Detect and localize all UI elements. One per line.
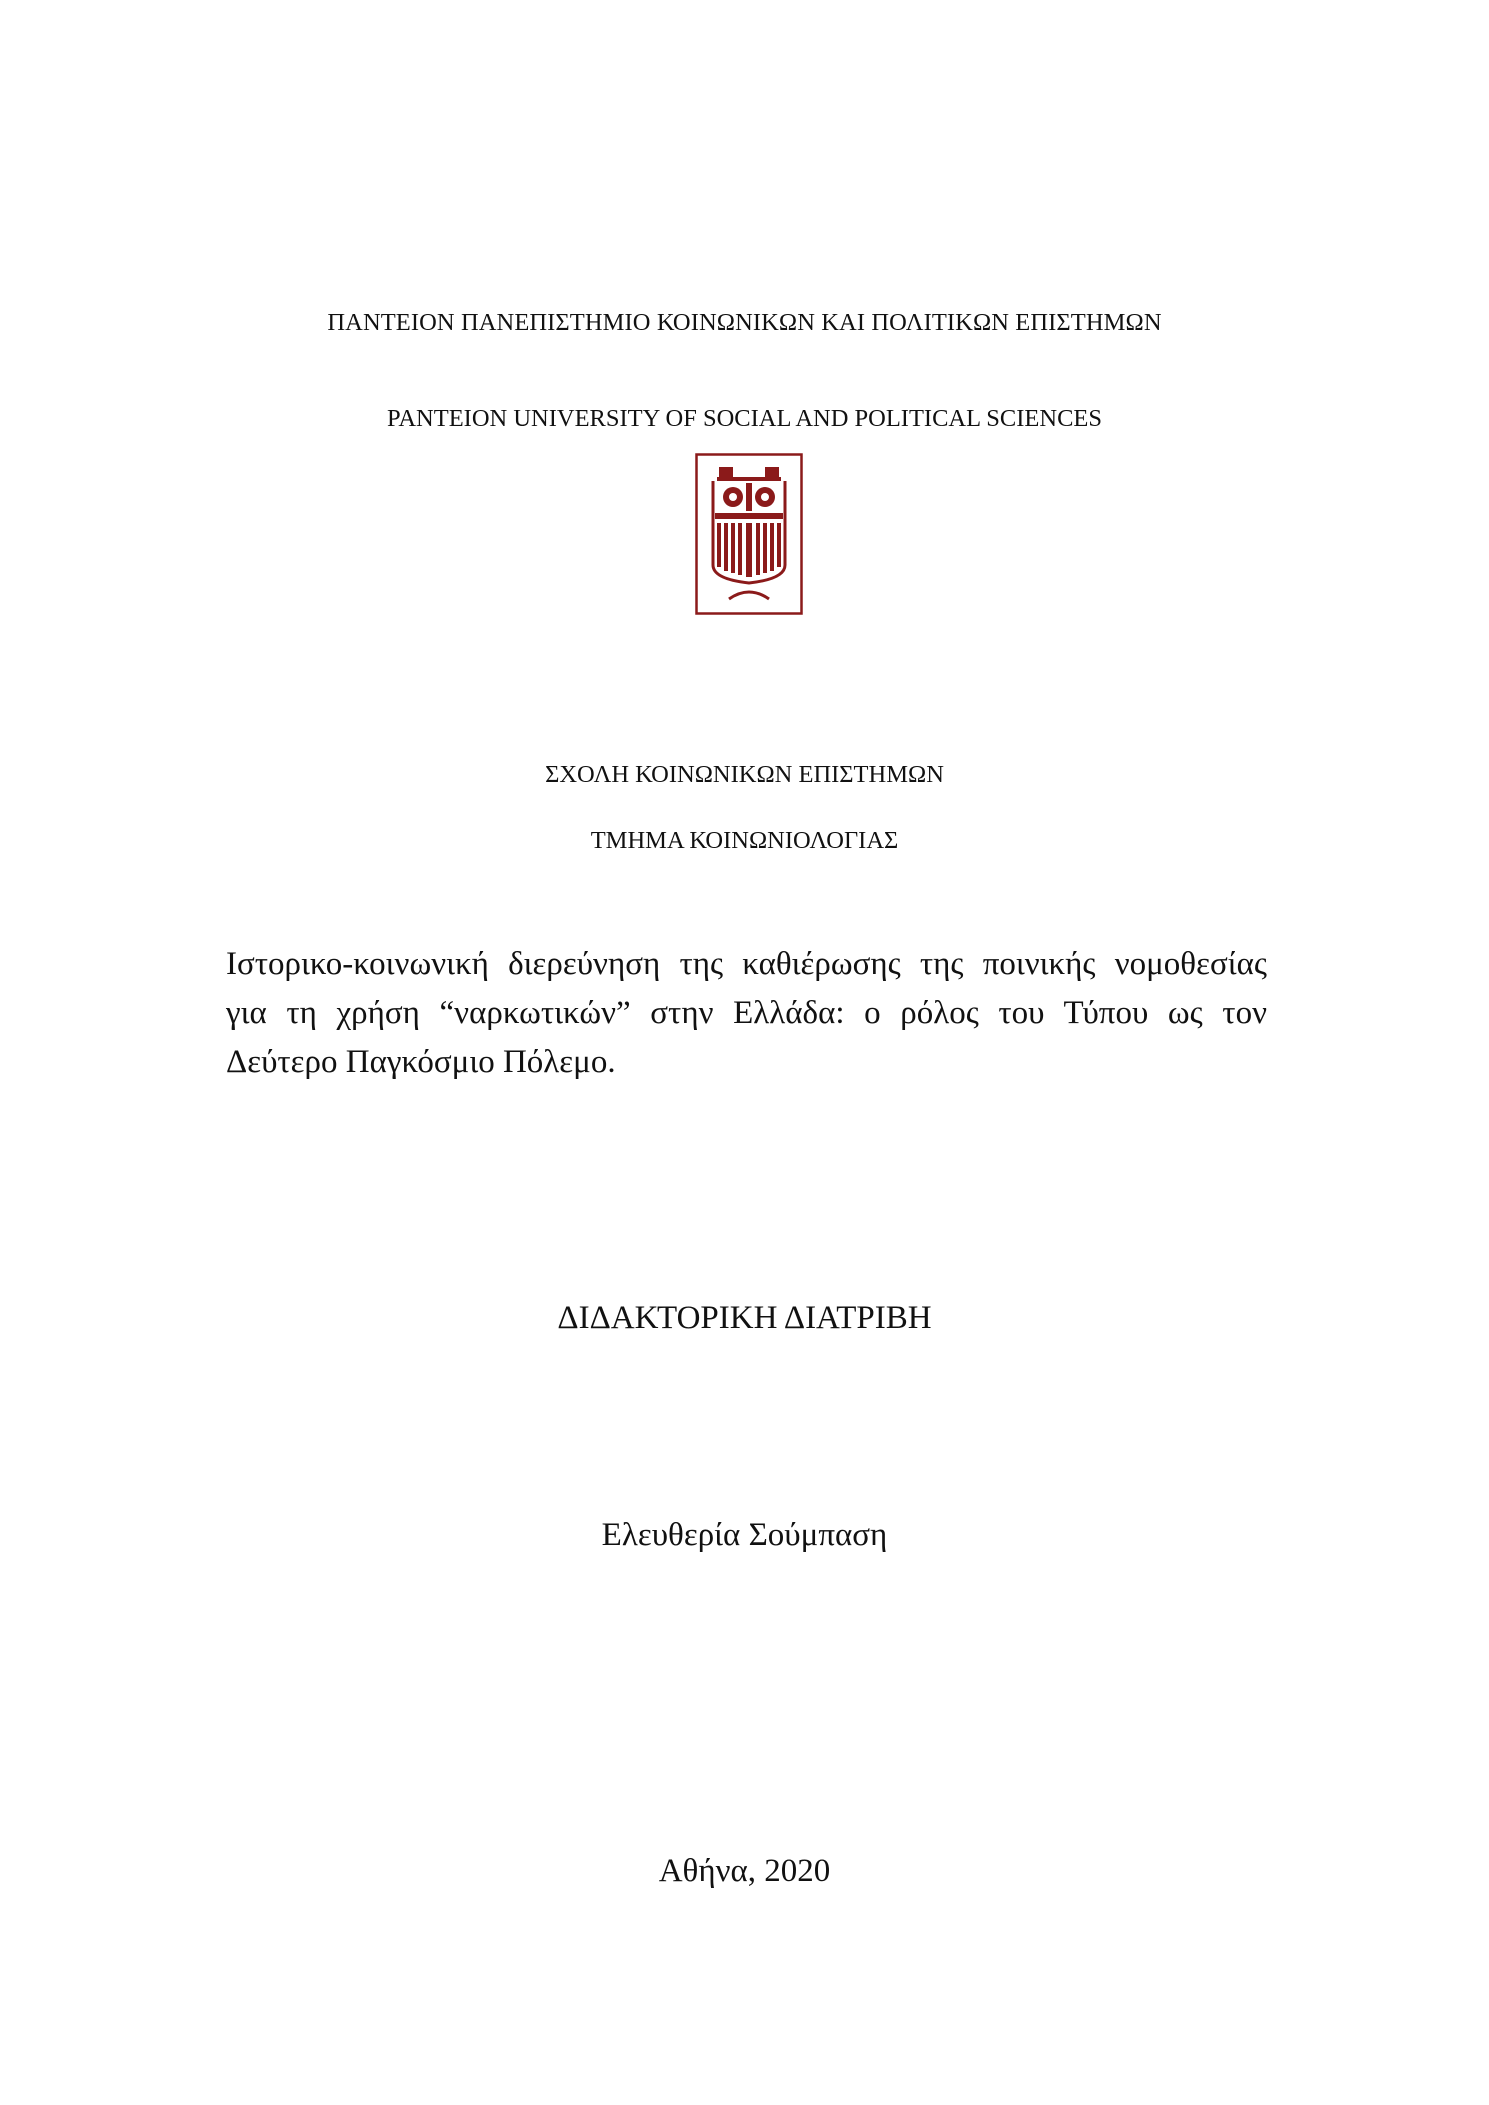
university-name-english: PANTEION UNIVERSITY OF SOCIAL AND POLITICAL SCIENCES: [386, 405, 1103, 432]
university-name-greek: ΠΑΝΤΕΙΟΝ ΠΑΝΕΠΙΣΤΗΜΙΟ ΚΟΙΝΩΝΙΚΩΝ ΚΑΙ ΠΟΛΙΤΙΚΩΝ ΕΠΙΣΤΗΜΩΝ: [327, 309, 1162, 336]
thesis-title: [226, 940, 1267, 1087]
author-name: Ελευθερία Σούμπαση: [601, 1517, 888, 1553]
department-name: ΤΜΗΜΑ ΚΟΙΝΩΝΙΟΛΟΓΙΑΣ: [590, 827, 899, 854]
university-crest-icon: [695, 453, 803, 615]
place-date: Αθήνα, 2020: [658, 1853, 831, 1889]
thesis-title-line: Δεύτερο Παγκόσμιο Πόλεμο.: [226, 1044, 616, 1080]
thesis-type: ΔΙΔΑΚΤΟΡΙΚΗ ΔΙΑΤΡΙΒΗ: [557, 1300, 932, 1336]
school-name: ΣΧΟΛΗ ΚΟΙΝΩΝΙΚΩΝ ΕΠΙΣΤΗΜΩΝ: [545, 761, 944, 788]
thesis-title-line: για τη χρήση “ναρκωτικών” στην Ελλάδα: ο ρόλος του Τύπου ως τον: [226, 995, 1267, 1031]
thesis-title-line: Ιστορικο-κοινωνική διερεύνηση της καθιέρωσης της ποινικής νομοθεσίας: [226, 946, 1267, 982]
